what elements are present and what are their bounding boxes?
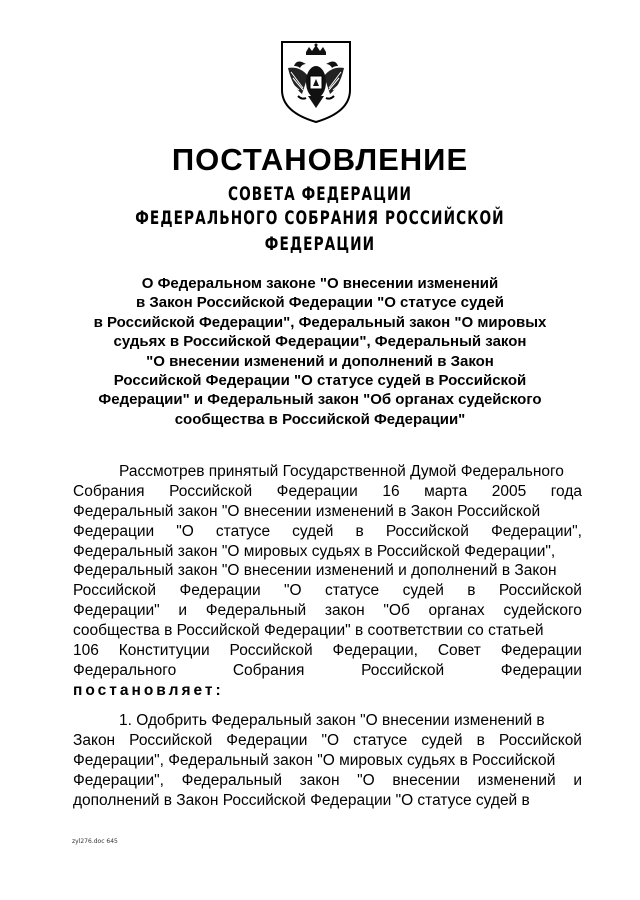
body-line: Федеральный закон "О внесении изменений и дополнений в Закон	[73, 562, 557, 580]
body-word: Федерации	[179, 582, 261, 600]
body-line	[73, 771, 582, 791]
body-word: статусе	[215, 522, 271, 540]
subject-line: в Закон Российской Федерации "О статусе судей	[135, 294, 504, 312]
body-line	[73, 731, 582, 751]
body-word: изменений	[477, 771, 556, 789]
body-line: дополнений в Закон Российской Федерации "О статусе судей в	[73, 791, 530, 809]
subject-line: "О внесении изменений и дополнений в Закон	[146, 352, 494, 370]
body-word: судей	[292, 522, 334, 540]
body-word: "Об	[383, 602, 410, 620]
body-word: 106	[73, 642, 99, 660]
subject-line: Федерации" и Федеральный закон "Об органах судейского	[98, 391, 542, 409]
coat-of-arms-emblem	[278, 38, 354, 124]
body-word: в	[476, 731, 485, 749]
body-word: 16	[382, 482, 400, 500]
body-line	[73, 482, 582, 502]
subject-line: Российской Федерации "О статусе судей в Российской	[113, 372, 527, 390]
body-word: Российской	[498, 582, 582, 600]
body-word: Федерации	[73, 522, 155, 540]
body-word: Федерации	[500, 661, 582, 679]
body-word: Российской	[129, 731, 213, 749]
body-word: Федерации"	[73, 602, 160, 620]
body-word: Федеральный	[181, 771, 283, 789]
document-title: ПОСТАНОВЛЕНИЕ	[171, 142, 469, 177]
body-line	[73, 581, 582, 601]
body-word: органах	[428, 602, 485, 620]
body-word: Собрания	[232, 661, 305, 679]
body-line	[73, 522, 582, 542]
body-word: Российской	[385, 522, 469, 540]
body-line: Федеральный закон "О внесении изменений в Закон Российской	[73, 502, 541, 520]
body-paragraph-2	[73, 711, 582, 810]
body-word: внесении	[392, 771, 460, 789]
body-word: Федерации",	[73, 771, 164, 789]
body-word: закон	[299, 771, 340, 789]
body-word: судейского	[503, 602, 582, 620]
body-word: "О	[357, 771, 375, 789]
subject-line: в Российской Федерации", Федеральный закон "О мировых	[93, 313, 547, 331]
body-paragraph-1	[73, 462, 582, 701]
body-word: Закон	[73, 731, 116, 749]
body-word: судей	[402, 582, 444, 600]
body-word: "О	[176, 522, 194, 540]
body-word: "О	[321, 731, 340, 749]
body-word: в	[467, 582, 476, 600]
body-word: Федерации	[276, 482, 358, 500]
subject-line: судьях в Российской Федерации", Федеральный закон	[113, 333, 527, 351]
body-word: Российской	[498, 731, 582, 749]
body-word: Российской	[229, 642, 313, 660]
body-line: Федерации", Федеральный закон "О мировых судьях в Российской	[73, 751, 556, 769]
file-reference-footer: zyl276.doc 645	[72, 838, 118, 845]
body-word: статусе	[324, 582, 380, 600]
body-word: Федерального	[73, 661, 177, 679]
body-word: и	[573, 771, 582, 789]
body-line	[73, 641, 582, 661]
body-word: Российской	[73, 582, 157, 600]
document-subtitle-council: СОВЕТА ФЕДЕРАЦИИ	[227, 183, 413, 205]
body-line	[73, 661, 582, 681]
body-word: статусе	[353, 731, 408, 749]
subject-line: сообщества в Российской Федерации"	[174, 410, 466, 428]
body-word: Федерации",	[491, 522, 582, 540]
body-line: сообщества в Российской Федерации" в соответствии со статьей	[73, 622, 544, 640]
body-word: марта	[424, 482, 468, 500]
body-word: 2005	[491, 482, 527, 500]
document-subtitle-assembly: ФЕДЕРАЛЬНОГО СОБРАНИЯ РОССИЙСКОЙ ФЕДЕРАЦИИ	[135, 207, 505, 255]
body-line: Федеральный закон "О мировых судьях в Российской Федерации",	[73, 542, 556, 560]
body-word: Конституции	[118, 642, 210, 660]
body-word: Российской	[361, 661, 445, 679]
body-word: Федерации	[500, 642, 582, 660]
body-word: Совет	[437, 642, 481, 660]
body-word: Федерации,	[332, 642, 418, 660]
body-line	[73, 601, 582, 621]
body-word: "О	[284, 582, 302, 600]
body-word: и	[178, 602, 188, 620]
body-word: судей	[421, 731, 463, 749]
subject-line: О Федеральном законе "О внесении изменений	[141, 275, 499, 292]
document-subject	[70, 274, 570, 429]
body-word: года	[550, 482, 582, 500]
body-word: Федеральный	[205, 602, 307, 620]
body-word: Федерации	[226, 731, 308, 749]
body-word: Российской	[169, 482, 253, 500]
body-line: 1. Одобрить Федеральный закон "О внесении изменений в	[119, 712, 545, 729]
body-line: Рассмотрев принятый Государственной Думой Федерального	[119, 463, 564, 480]
resolution-keyword: постановляет:	[73, 681, 224, 699]
body-word: Собрания	[73, 482, 145, 500]
body-word: закон	[324, 602, 365, 620]
body-word: в	[355, 522, 364, 540]
